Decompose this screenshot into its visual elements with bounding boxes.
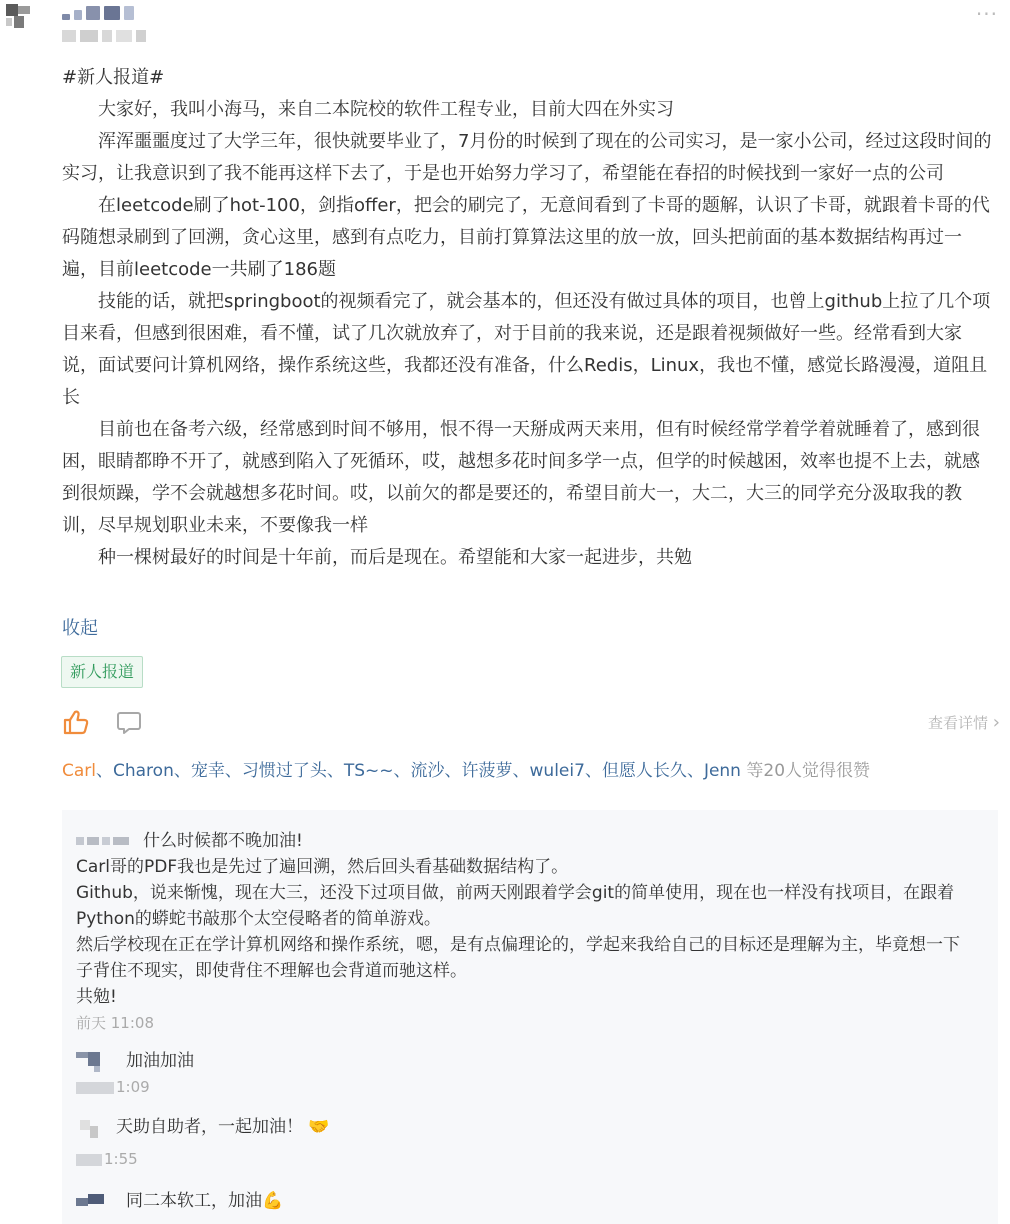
reply-text-content: 天助自助者，一起加油！ — [116, 1117, 303, 1137]
comments-section — [62, 810, 998, 1224]
likers-list — [62, 758, 870, 784]
reply-time-value: 1:09 — [116, 1078, 150, 1096]
liker-name[interactable]: 流沙 — [410, 761, 445, 781]
comment-item — [76, 828, 976, 1036]
reply-text-content: 加油加油 — [126, 1051, 194, 1071]
reply-avatar[interactable] — [76, 1192, 104, 1214]
reply-avatar[interactable] — [76, 1118, 104, 1140]
post-paragraph: 浑浑噩噩度过了大学三年，很快就要毕业了，7月份的时候到了现在的公司实习，是一家小公司，经过这段时间的实习，让我意识到了我不能再这样下去了，于是也开始努力学习了，希望能在春招的时候找到一家好一点的公司 — [62, 131, 992, 184]
reply-text — [126, 1188, 283, 1214]
reply-time — [76, 1150, 138, 1168]
liker-separator: 、 — [173, 761, 191, 781]
like-thumbs-up-icon[interactable] — [62, 708, 90, 736]
liker-name[interactable]: wulei7 — [529, 761, 585, 781]
reply-text — [116, 1114, 330, 1140]
liker-name[interactable]: Charon — [113, 761, 174, 781]
liker-separator: 、 — [224, 761, 242, 781]
post-paragraph: 种一棵树最好的时间是十年前，而后是现在。希望能和大家一起进步，共勉 — [98, 547, 692, 568]
more-options-icon[interactable]: ··· — [975, 2, 998, 26]
post-meta-blurred — [62, 30, 146, 44]
post-body — [62, 62, 997, 574]
avatar[interactable] — [6, 4, 40, 34]
liker-separator: 、 — [512, 761, 530, 781]
chevron-right-icon: › — [992, 712, 1000, 733]
liker-name[interactable]: 宠幸 — [190, 761, 225, 781]
comment-text: 然后学校现在正在学计算机网络和操作系统，嗯，是有点偏理论的，学起来我给自己的目标还是理解为主，毕竟想一下子背住不现实，即使背住不理解也会背道而驰这样。 — [76, 935, 960, 981]
post-hashtag[interactable]: #新人报道# — [62, 67, 165, 88]
username-blurred[interactable] — [62, 6, 134, 22]
comment-icon[interactable] — [116, 710, 142, 736]
liker-separator: 、 — [96, 761, 113, 781]
liker-separator: 、 — [686, 761, 704, 781]
liker-name[interactable]: Carl — [62, 761, 96, 781]
view-detail-label[interactable]: 查看详情 — [928, 714, 989, 732]
action-bar — [62, 708, 1000, 738]
post-paragraph: 目前也在备考六级，经常感到时间不够用，恨不得一天掰成两天来用，但有时候经常学着学着就睡着了，感到很困，眼睛都睁不开了，就感到陷入了死循环，哎，越想多花时间多学一点，但学的时候越困，效率也提不上去，就感到很烦躁，学不会就越想多花时间。哎，以前欠的都是要还的，希望目前大一，大二，大三的同学充分汲取我的教训，尽早规划职业未来，不要像我一样 — [62, 419, 980, 536]
view-detail-link[interactable] — [928, 712, 1000, 733]
reply-time — [76, 1078, 150, 1096]
handshake-emoji-icon: 🤝 — [308, 1117, 330, 1137]
post-paragraph: 技能的话，就把springboot的视频看完了，就会基本的，但还没有做过具体的项目，也曾上github上拉了几个项目来看，但感到很困难，看不懂，试了几次就放弃了，对于目前的我来说，还是跟着视频做好一些。经常看到大家说，面试要问计算机网络，操作系统这些，我都还没有准备，什么Redis，Linux，我也不懂，感觉长路漫漫，道阻且长 — [62, 291, 991, 408]
liker-separator: 、 — [393, 761, 411, 781]
reply-text — [126, 1048, 194, 1074]
reply-avatar[interactable] — [76, 1052, 104, 1074]
comment-time: 前天 11:08 — [76, 1014, 154, 1032]
reply-text-content: 同二本软工，加油 — [126, 1191, 262, 1211]
comment-author-blurred[interactable] — [76, 837, 129, 845]
liker-name[interactable]: Jenn — [703, 761, 741, 781]
comment-text: Carl哥的PDF我也是先过了遍回溯，然后回头看基础数据结构了。 — [76, 857, 569, 877]
comment-text: 什么时候都不晚加油! — [143, 831, 303, 851]
topic-tag[interactable]: 新人报道 — [61, 656, 143, 688]
reply-time-value: 1:55 — [104, 1150, 138, 1168]
comment-text: 共勉! — [76, 987, 117, 1007]
post-paragraph: 在leetcode刷了hot-100，剑指offer，把会的刷完了，无意间看到了卡哥的题解，认识了卡哥，就跟着卡哥的代码随想录刷到了回溯，贪心这里，感到有点吃力，目前打算算法这里的放一放，回头把前面的基本数据结构再过一遍，目前leetcode一共刷了186题 — [62, 195, 990, 280]
post-header — [0, 0, 1010, 56]
liker-separator: 、 — [584, 761, 602, 781]
liker-name[interactable]: 许菠萝 — [461, 761, 513, 781]
likers-count-text[interactable]: 等20人觉得很赞 — [740, 761, 871, 781]
liker-name[interactable]: 但愿人长久 — [601, 761, 687, 781]
post-paragraph: 大家好，我叫小海马，来自二本院校的软件工程专业，目前大四在外实习 — [98, 99, 674, 120]
muscle-emoji-icon: 💪 — [262, 1191, 284, 1211]
liker-name[interactable]: 习惯过了头 — [241, 761, 327, 781]
comment-text: Github，说来惭愧，现在大三，还没下过项目做，前两天刚跟着学会git的简单使用，现在也一样没有找项目，在跟着Python的蟒蛇书敲那个太空侵略者的简单游戏。 — [76, 883, 955, 929]
liker-name[interactable]: TS~~ — [343, 761, 394, 781]
liker-separator: 、 — [326, 761, 344, 781]
liker-separator: 、 — [444, 761, 462, 781]
collapse-link[interactable]: 收起 — [62, 618, 98, 639]
